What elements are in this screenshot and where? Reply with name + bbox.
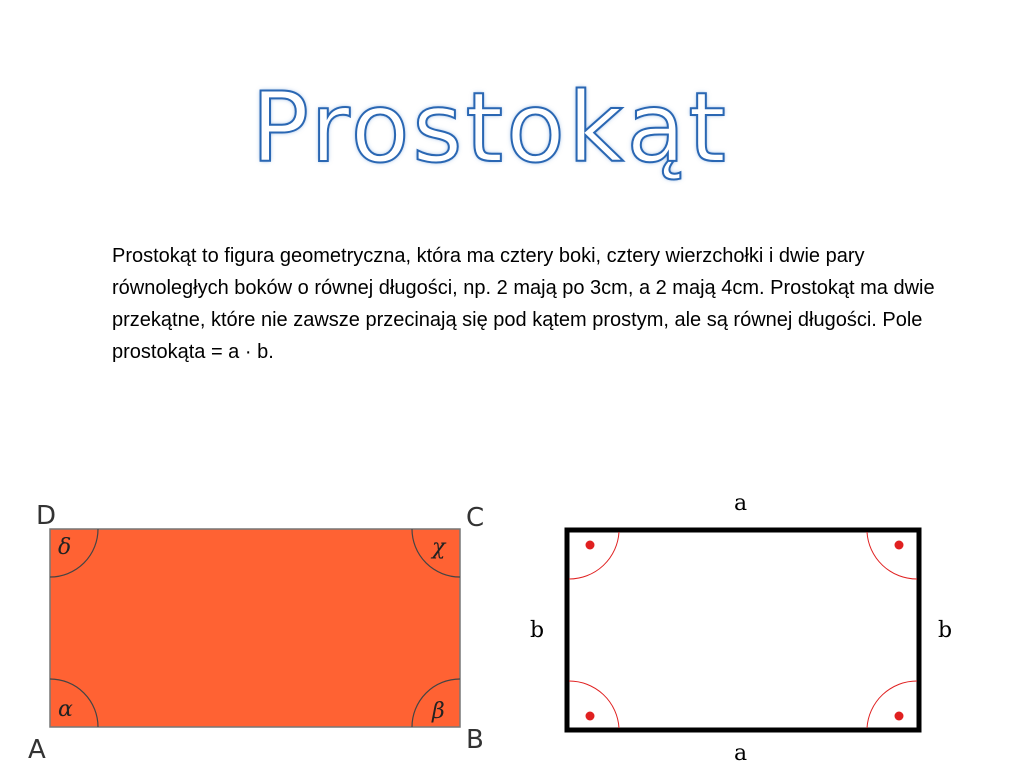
side-label-right: b [938, 618, 953, 643]
angle-label-alpha: α [58, 697, 73, 722]
angle-label-chi: χ [432, 535, 446, 560]
side-label-left: b [530, 618, 545, 643]
page-title: Prostokąt [251, 72, 729, 184]
angle-label-beta: β [432, 699, 445, 724]
description-text: Prostokąt to figura geometryczna, która ma cztery boki, cztery wierzchołki i dwie pary równoległych boków o równej długości, np. 2 mają po 3cm, a 2 mają 4cm. Prostokąt ma dwie przekątne, które nie zawsze przecinają się pod kątem prostym, ale są równej długości. Pole prostokąta = a · b. [112, 245, 935, 363]
side-label-top: a [734, 491, 748, 516]
right-angle-dot-bottom-right [895, 712, 904, 721]
vertex-label-a: A [28, 735, 46, 764]
vertex-label-d: D [36, 501, 57, 531]
vertex-label-b: B [466, 725, 484, 755]
outlined-rectangle [567, 530, 919, 730]
orange-rectangle [50, 529, 460, 727]
vertex-label-c: C [466, 503, 485, 533]
outlined-rectangle-figure [522, 482, 972, 766]
right-angle-dot-top-left [586, 541, 595, 550]
right-angle-dot-bottom-left [586, 712, 595, 721]
right-angle-dot-top-right [895, 541, 904, 550]
side-label-bottom: a [734, 741, 748, 766]
angle-label-delta: δ [58, 535, 72, 560]
orange-rectangle-figure [28, 492, 498, 764]
